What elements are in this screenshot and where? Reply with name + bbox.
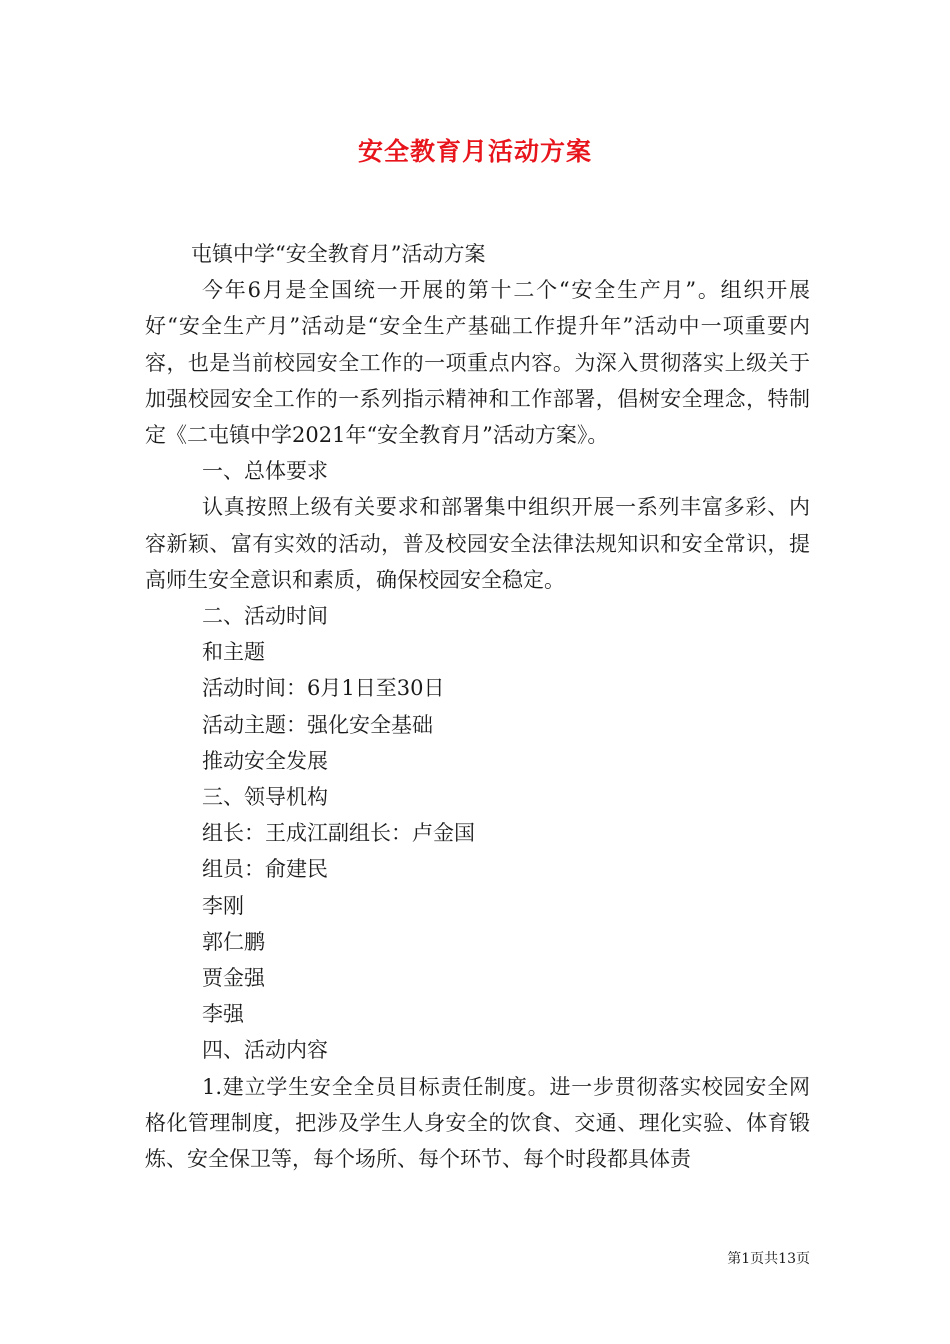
section-heading-time-cont: 和主题 bbox=[202, 640, 265, 665]
member-name: 李强 bbox=[202, 1002, 244, 1027]
activity-time: 活动时间：6月1日至30日 bbox=[202, 676, 445, 701]
leaders-line: 组长：王成江副组长：卢金国 bbox=[202, 821, 475, 846]
section-heading-content: 四、活动内容 bbox=[202, 1038, 328, 1063]
document-subtitle: 屯镇中学“安全教育月”活动方案 bbox=[191, 242, 486, 266]
requirements-paragraph: 认真按照上级有关要求和部署集中组织开展一系列丰富多彩、内容新颖、富有实效的活动，普及校园安全法律法规知识和安全常识，提高师生安全意识和素质，确保校园安全稳定。 bbox=[145, 495, 810, 592]
page-footer: 第1页共13页 bbox=[727, 1251, 810, 1267]
member-name: 李刚 bbox=[202, 893, 244, 918]
section-heading-leadership: 三、领导机构 bbox=[202, 785, 328, 810]
member-name: 郭仁鹏 bbox=[202, 929, 265, 954]
activity-theme: 活动主题：强化安全基础 bbox=[202, 712, 433, 737]
document-body bbox=[145, 236, 810, 1177]
document-title: 安全教育月活动方案 bbox=[357, 137, 592, 166]
section-heading-requirements: 一、总体要求 bbox=[202, 459, 328, 484]
members-label-line: 组员：俞建民 bbox=[202, 857, 328, 882]
intro-paragraph: 今年6月是全国统一开展的第十二个“安全生产月”。组织开展好“安全生产月”活动是“安全生产基础工作提升年”活动中一项重要内容，也是当前校园安全工作的一项重点内容。为深入贯彻落实上级关于加强校园安全工作的一系列指示精神和工作部署，倡树安全理念，特制定《二屯镇中学2021年“安全教育月”活动方案》。 bbox=[145, 278, 810, 448]
activity-theme-cont: 推动安全发展 bbox=[202, 748, 328, 773]
content-item-1: 1.建立学生安全全员目标责任制度。进一步贯彻落实校园安全网格化管理制度，把涉及学生人身安全的饮食、交通、理化实验、体育锻炼、安全保卫等，每个场所、每个环节、每个时段都具体责 bbox=[145, 1074, 810, 1172]
section-heading-time: 二、活动时间 bbox=[202, 604, 328, 629]
member-name: 贾金强 bbox=[202, 966, 265, 991]
